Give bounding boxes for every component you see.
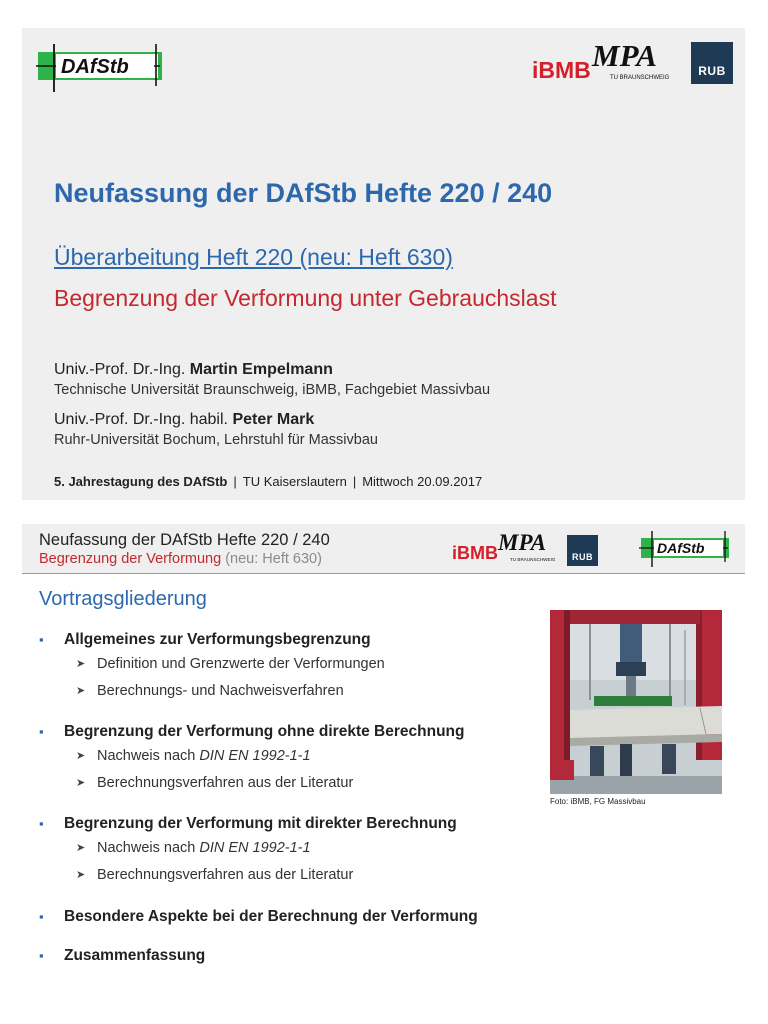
sub-item-prefix: Nachweis nach [97, 840, 200, 856]
list-item-label: Allgemeines zur Verformungsbegrenzung [64, 631, 371, 648]
square-bullet-icon: ▪ [39, 909, 44, 924]
test-rig-photo [550, 610, 722, 794]
event-location: TU Kaiserslautern [242, 474, 347, 489]
slide-title: Neufassung der DAfStb Hefte 220 / 240 [54, 178, 553, 208]
separator: | [233, 474, 237, 489]
svg-text:MPA: MPA [592, 38, 657, 73]
list-item-label: Begrenzung der Verformung mit direkter Berechnung [64, 815, 457, 832]
list-item [39, 814, 559, 889]
svg-text:iBMB: iBMB [452, 543, 498, 563]
arrowhead-icon: ➤ [76, 750, 86, 762]
dafstb-logo [638, 530, 732, 568]
square-bullet-icon: ▪ [39, 948, 44, 963]
svg-text:iBMB: iBMB [532, 57, 591, 83]
sub-item-label: Berechnungsverfahren aus der Literatur [97, 867, 354, 883]
sub-item-label: Berechnungs- und Nachweisverfahren [97, 683, 344, 699]
svg-text:MPA: MPA [498, 530, 547, 555]
sub-item-label: Definition und Grenzwerte der Verformungen [97, 656, 385, 672]
list-item [39, 722, 559, 797]
list-item-label: Besondere Aspekte bei der Berechnung der Verformung [64, 908, 478, 925]
rub-logo: RUB [691, 42, 733, 84]
dafstb-logo [34, 42, 166, 94]
subtitle-topic: Begrenzung der Verformung unter Gebrauchslast [54, 285, 557, 311]
ibmb-mpa-logo [450, 529, 562, 569]
event-name: 5. Jahrestagung des DAfStb [54, 474, 228, 489]
header-title: Neufassung der DAfStb Hefte 220 / 240 [39, 531, 330, 549]
author-institution: Ruhr-Universität Bochum, Lehrstuhl für Massivbau [54, 432, 378, 448]
sub-item-norm: DIN EN 1992-1-1 [199, 840, 311, 856]
separator: | [352, 474, 357, 489]
list-item [39, 946, 559, 966]
author-name: Martin Empelmann [189, 361, 333, 378]
square-bullet-icon: ▪ [39, 632, 44, 647]
list-item [39, 907, 559, 927]
svg-text:DAfStb: DAfStb [61, 56, 129, 78]
sub-item-norm: DIN EN 1992-1-1 [199, 748, 311, 764]
svg-text:TU BRAUNSCHWEIG: TU BRAUNSCHWEIG [510, 557, 556, 562]
header-subtitle [39, 551, 322, 567]
svg-text:TU BRAUNSCHWEIG: TU BRAUNSCHWEIG [610, 75, 670, 81]
test-rig-illustration [550, 610, 722, 794]
outline-list [39, 630, 559, 966]
square-bullet-icon: ▪ [39, 816, 44, 831]
arrowhead-icon: ➤ [76, 869, 86, 881]
header-subtitle-note: (neu: Heft 630) [221, 551, 322, 567]
arrowhead-icon: ➤ [76, 842, 86, 854]
list-item [39, 630, 559, 705]
square-bullet-icon: ▪ [39, 724, 44, 739]
photo-credit: Foto: iBMB, FG Massivbau [550, 797, 646, 806]
arrowhead-icon: ➤ [76, 685, 86, 697]
section-title: Vortragsgliederung [39, 588, 207, 610]
slide-header [22, 524, 745, 574]
svg-text:DAfStb: DAfStb [657, 540, 705, 556]
list-item-label: Zusammenfassung [64, 947, 206, 964]
author-title: Univ.-Prof. Dr.-Ing. [54, 361, 190, 378]
outline-slide [22, 524, 745, 1024]
rub-logo: RUB [567, 535, 598, 566]
sub-item-label: Berechnungsverfahren aus der Literatur [97, 775, 354, 791]
ibmb-mpa-logo [530, 38, 682, 88]
sub-item-prefix: Nachweis nach [97, 748, 200, 764]
subtitle-link[interactable]: Überarbeitung Heft 220 (neu: Heft 630) [54, 244, 453, 270]
title-slide [22, 28, 745, 500]
author-name: Peter Mark [232, 411, 315, 428]
author-institution: Technische Universität Braunschweig, iBMB, Fachgebiet Massivbau [54, 382, 491, 398]
event-footer [54, 474, 482, 489]
author-block [54, 411, 378, 448]
arrowhead-icon: ➤ [76, 658, 86, 670]
event-date: Mittwoch 20.09.2017 [362, 474, 483, 489]
arrowhead-icon: ➤ [76, 777, 86, 789]
author-title: Univ.-Prof. Dr.-Ing. habil. [54, 411, 233, 428]
author-block [54, 361, 490, 398]
list-item-label: Begrenzung der Verformung ohne direkte Berechnung [64, 723, 465, 740]
header-subtitle-topic: Begrenzung der Verformung [39, 551, 222, 567]
